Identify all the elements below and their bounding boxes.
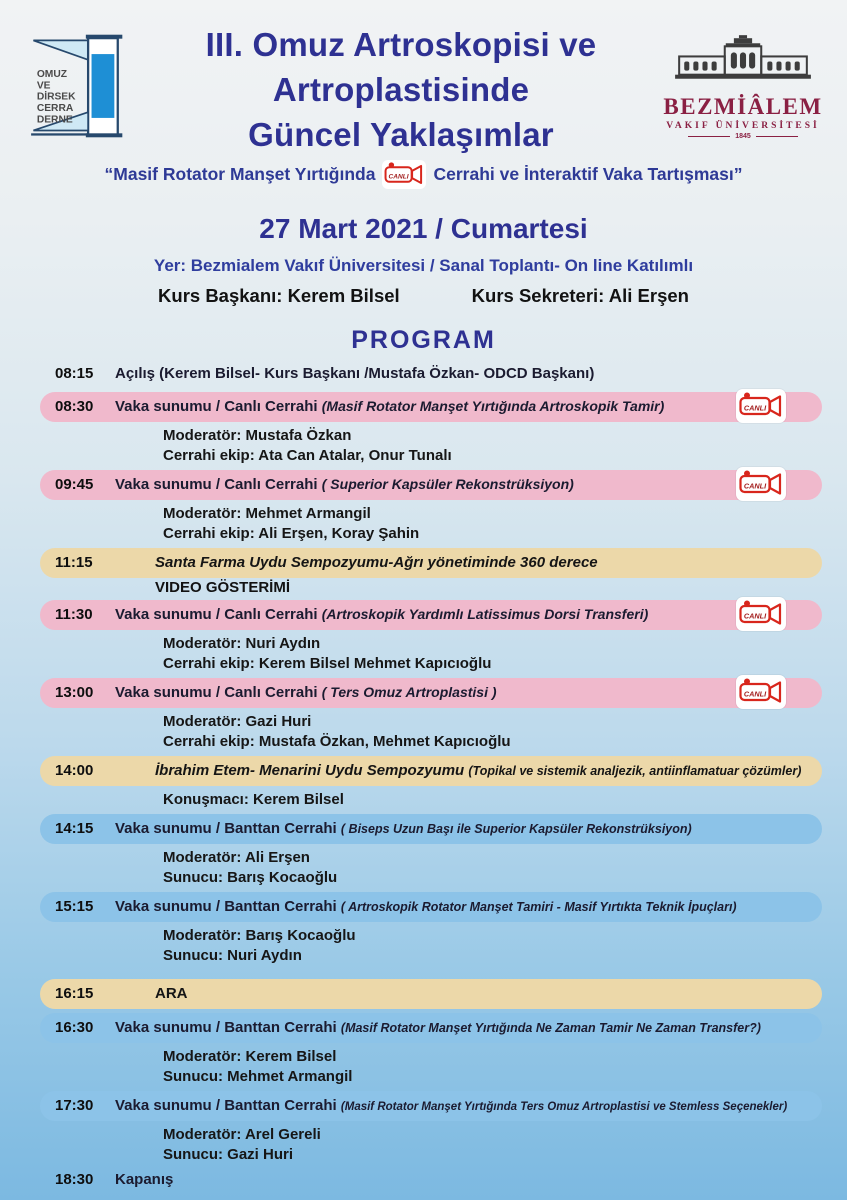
program-details xyxy=(163,634,847,674)
program-heading: PROGRAM xyxy=(351,326,496,354)
program-detail-line: Moderatör: Barış Kocaoğlu xyxy=(163,927,356,944)
program-session-topic: ( Superior Kapsüler Rekonstrüksiyon) xyxy=(321,476,574,493)
program-detail-line: Sunucu: Gazi Huri xyxy=(163,1146,294,1163)
program-session-title: Vaka sunumu / Banttan Cerrahi xyxy=(115,1097,337,1115)
program-time: 14:15 xyxy=(55,820,94,838)
program-row-bar xyxy=(40,1091,822,1121)
program-row-bar xyxy=(40,600,822,630)
event-venue: Yer: Bezmialem Vakıf Üniversitesi / Sanal Toplantı- On line Katılımlı xyxy=(153,256,694,275)
program-row-text xyxy=(115,820,692,837)
event-subtitle xyxy=(0,160,847,189)
society-logo-text-line: DİRSEK xyxy=(36,91,76,103)
program-row xyxy=(0,1013,847,1087)
program-detail-line: Moderatör: Arel Gereli xyxy=(163,1126,321,1143)
program-row-text xyxy=(115,684,497,701)
course-secretary: Kurs Sekreteri: Ali Erşen xyxy=(471,285,689,306)
program-row-text xyxy=(155,554,598,571)
live-camera-icon xyxy=(736,389,786,423)
live-badge-label: CANLI xyxy=(743,481,767,491)
program-row xyxy=(0,470,847,544)
program-time: 14:00 xyxy=(55,762,94,780)
program-detail-line: Moderatör: Kerem Bilsel xyxy=(163,1048,337,1065)
event-subtitle-prefix: “Masif Rotator Manşet Yırtığında xyxy=(104,164,376,184)
program-session-topic: (Masif Rotator Manşet Yırtığında Ters Omuz Artroplastisi ve Stemless Seçenekler) xyxy=(340,1101,788,1114)
program-row-text xyxy=(155,985,188,1002)
program-time: 13:00 xyxy=(55,684,94,702)
program-session-title: Vaka sunumu / Banttan Cerrahi xyxy=(115,898,337,916)
university-building-icon xyxy=(667,34,819,87)
university-subtitle: VAKIF ÜNİVERSİTESİ xyxy=(666,121,820,131)
program-session-title: İbrahim Etem- Menarini Uydu Sempozyumu xyxy=(155,762,465,780)
poster-title-line2: Artroplastisinde xyxy=(272,71,530,108)
program-session-title: Kapanış xyxy=(115,1171,174,1189)
live-badge-label: CANLI xyxy=(743,403,767,413)
program-details xyxy=(163,712,847,752)
program-time: 11:30 xyxy=(55,606,93,624)
program-row xyxy=(0,678,847,752)
program-row-text xyxy=(115,1171,173,1188)
event-date: 27 Mart 2021 / Cumartesi xyxy=(259,213,588,244)
program-row-bar xyxy=(40,1169,822,1191)
program-detail-line: Cerrahi ekip: Mustafa Özkan, Mehmet Kapıcıoğlu xyxy=(163,733,511,750)
program-row-bar xyxy=(40,470,822,500)
program-row xyxy=(0,979,847,1009)
program-row xyxy=(0,600,847,674)
poster-title-line3: Güncel Yaklaşımlar xyxy=(248,116,554,153)
program-row xyxy=(0,548,847,596)
program-row-text xyxy=(115,1097,787,1114)
poster-title-line1: III. Omuz Artroskopisi ve xyxy=(205,26,597,63)
society-logo-text-line: CERRA xyxy=(36,103,74,115)
program-details xyxy=(163,926,847,966)
program-row-text xyxy=(115,476,574,493)
bezmialem-university-logo xyxy=(657,34,829,140)
society-logo-text-line: DERNE xyxy=(36,114,73,126)
program-session-title: Santa Farma Uydu Sempozyumu-Ağrı yönetiminde 360 derece xyxy=(155,554,598,572)
program-session-topic: (Masif Rotator Manşet Yırtığında Artroskopik Tamir) xyxy=(321,398,665,415)
program-row-bar xyxy=(40,814,822,844)
program-details xyxy=(163,504,847,544)
program-session-title: Vaka sunumu / Banttan Cerrahi xyxy=(115,820,337,838)
program-details xyxy=(163,848,847,888)
society-logo-text-line: VE xyxy=(36,80,51,92)
program-row xyxy=(0,814,847,888)
program-session-title: ARA xyxy=(155,985,188,1003)
live-badge-label: CANLI xyxy=(389,173,410,181)
program-session-topic: (Topikal ve sistemik analjezik, antiinflamatuar çözümler) xyxy=(468,764,802,779)
university-name: BEZMİÂLEM xyxy=(663,94,823,119)
society-logo-text-line: OMUZ xyxy=(36,68,68,80)
program-detail-line: Sunucu: Nuri Aydın xyxy=(163,947,302,964)
course-chair: Kurs Başkanı: Kerem Bilsel xyxy=(158,285,400,306)
program-row-text xyxy=(115,365,594,382)
live-camera-icon xyxy=(382,160,426,189)
program-note: VIDEO GÖSTERİMİ xyxy=(155,579,291,596)
program-row-bar xyxy=(40,392,822,422)
university-founding-year: 1845 xyxy=(657,133,829,140)
program-detail-line: Moderatör: Mustafa Özkan xyxy=(163,427,352,444)
program-row-bar xyxy=(40,548,822,578)
program-session-topic: ( Ters Omuz Artroplastisi ) xyxy=(321,684,497,701)
program-session-title: Vaka sunumu / Canlı Cerrahi xyxy=(115,684,318,702)
program-row xyxy=(0,1169,847,1191)
program-details xyxy=(163,426,847,466)
program-details xyxy=(163,790,847,810)
program-session-topic: (Artroskopik Yardımlı Latissimus Dorsi Transferi) xyxy=(321,606,649,623)
program-row xyxy=(0,892,847,966)
program-list xyxy=(0,363,847,1198)
program-row-bar xyxy=(40,756,822,786)
program-session-title: Vaka sunumu / Banttan Cerrahi xyxy=(115,1019,337,1037)
program-time: 11:15 xyxy=(55,554,93,572)
program-row-text xyxy=(115,606,648,623)
program-row-text xyxy=(115,1019,761,1036)
program-details xyxy=(163,1047,847,1087)
program-detail-line: Sunucu: Mehmet Armangil xyxy=(163,1068,353,1085)
program-session-title: Vaka sunumu / Canlı Cerrahi xyxy=(115,606,318,624)
program-time: 18:30 xyxy=(55,1171,94,1189)
event-subtitle-suffix: Cerrahi ve İnteraktif Vaka Tartışması” xyxy=(433,164,743,184)
program-time: 08:15 xyxy=(55,365,94,383)
program-row-text xyxy=(155,762,801,779)
program-detail-line: Cerrahi ekip: Kerem Bilsel Mehmet Kapıcıoğlu xyxy=(163,655,492,672)
live-badge-label: CANLI xyxy=(743,611,767,621)
shoulder-elbow-society-logo xyxy=(22,28,136,144)
program-row xyxy=(0,363,847,385)
program-detail-line: Konuşmacı: Kerem Bilsel xyxy=(163,791,344,808)
program-session-title: Vaka sunumu / Canlı Cerrahi xyxy=(115,398,318,416)
program-session-title: Vaka sunumu / Canlı Cerrahi xyxy=(115,476,318,494)
program-time: 08:30 xyxy=(55,398,94,416)
program-row-bar xyxy=(40,979,822,1009)
live-badge-label: CANLI xyxy=(743,689,767,699)
program-row-bar xyxy=(40,363,822,385)
society-logo-graphic xyxy=(22,28,136,144)
program-detail-line: Moderatör: Gazi Huri xyxy=(163,713,312,730)
program-time: 09:45 xyxy=(55,476,94,494)
program-row-bar xyxy=(40,892,822,922)
program-time: 16:15 xyxy=(55,985,94,1003)
program-detail-line: Moderatör: Nuri Aydın xyxy=(163,635,321,652)
program-row-text xyxy=(115,898,737,915)
program-detail-line: Cerrahi ekip: Ali Erşen, Koray Şahin xyxy=(163,525,420,542)
program-detail-line: Moderatör: Mehmet Armangil xyxy=(163,505,371,522)
live-camera-icon xyxy=(736,467,786,501)
program-row-bar xyxy=(40,1013,822,1043)
program-session-topic: ( Artroskopik Rotator Manşet Tamiri - Masif Yırtıkta Teknik İpuçları) xyxy=(340,900,737,915)
program-detail-line: Sunucu: Barış Kocaoğlu xyxy=(163,869,338,886)
program-row xyxy=(0,1091,847,1165)
program-time: 16:30 xyxy=(55,1019,94,1037)
program-time: 17:30 xyxy=(55,1097,94,1115)
poster-title xyxy=(150,22,652,157)
program-details xyxy=(163,1125,847,1165)
live-camera-icon xyxy=(736,675,786,709)
program-row xyxy=(0,756,847,810)
program-detail-line: Moderatör: Ali Erşen xyxy=(163,849,310,866)
program-row-bar xyxy=(40,678,822,708)
program-row xyxy=(0,392,847,466)
program-time: 15:15 xyxy=(55,898,94,916)
program-row-text xyxy=(115,398,664,415)
program-session-topic: ( Biseps Uzun Başı ile Superior Kapsüler Rekonstrüksiyon) xyxy=(340,822,692,837)
program-session-topic: (Masif Rotator Manşet Yırtığında Ne Zaman Tamir Ne Zaman Transfer?) xyxy=(340,1021,761,1036)
course-officials xyxy=(0,285,847,307)
program-session-title: Açılış (Kerem Bilsel- Kurs Başkanı /Mustafa Özkan- ODCD Başkanı) xyxy=(115,365,595,383)
program-detail-line: Cerrahi ekip: Ata Can Atalar, Onur Tunalı xyxy=(163,447,452,464)
live-camera-icon xyxy=(736,597,786,631)
